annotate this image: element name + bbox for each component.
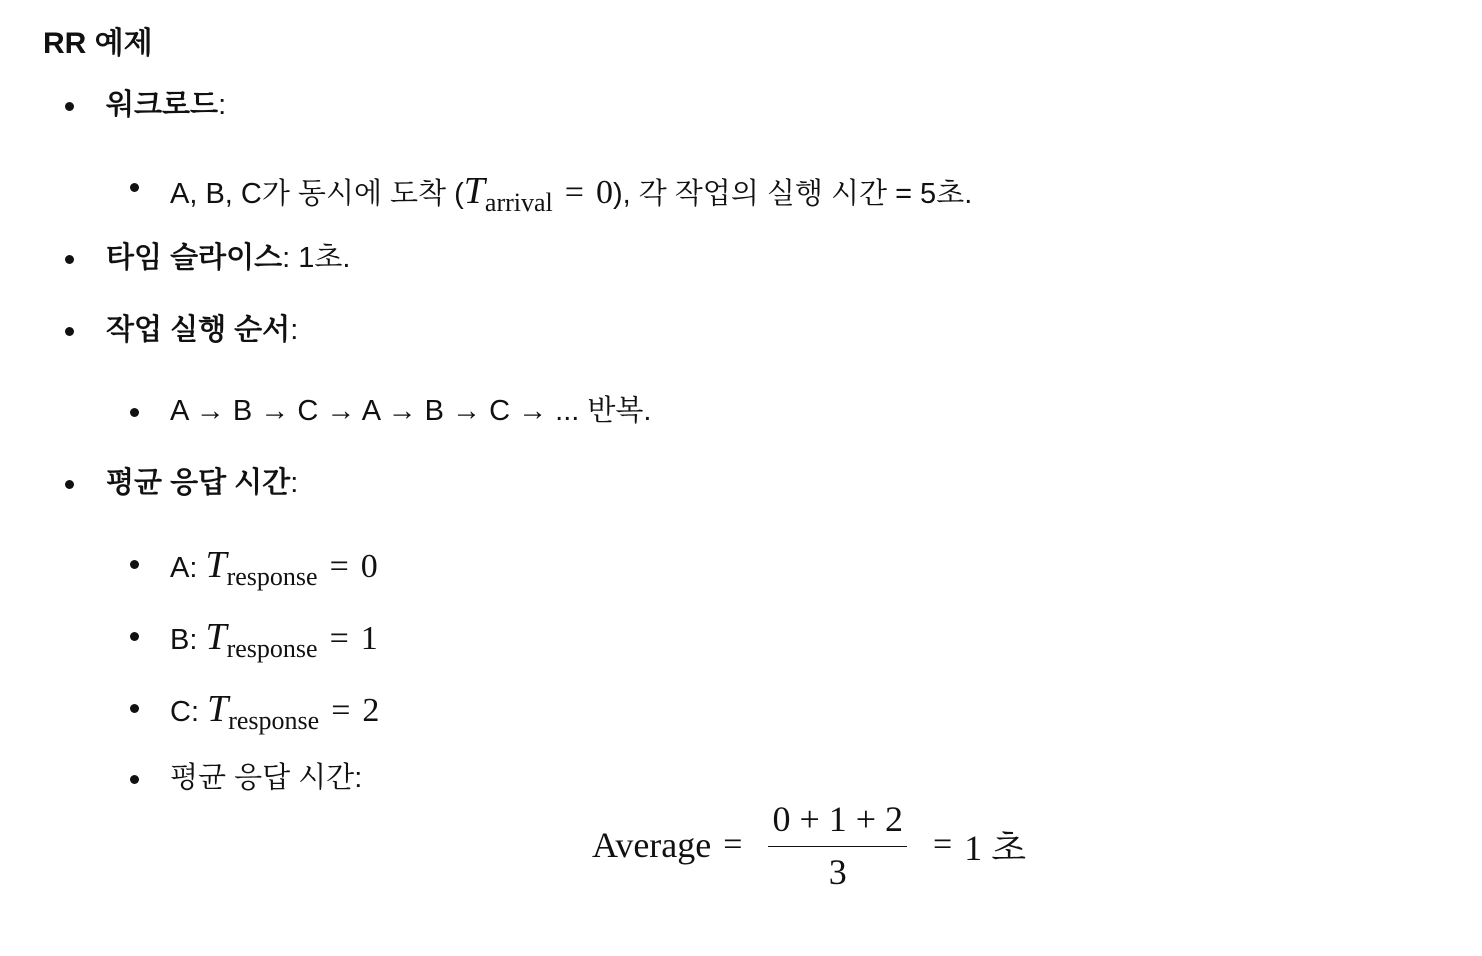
- bullet-icon: [130, 775, 139, 784]
- list-item-response-b: [170, 616, 378, 663]
- math-val: 1: [360, 620, 378, 657]
- formula-lhs: Average: [592, 825, 712, 865]
- formula-eq1: =: [723, 826, 743, 863]
- average-formula: [592, 800, 1026, 890]
- list-item-avg-summary: [170, 764, 362, 793]
- list-item-response-a: [170, 544, 378, 591]
- timeslice-label: 타임 슬라이스: [106, 242, 283, 274]
- bullet-icon: [130, 408, 139, 417]
- workload-detail-prefix: A, B, C가 동시에 도착 (: [170, 178, 464, 210]
- bullet-icon: [65, 102, 74, 111]
- math-T: T: [207, 688, 229, 730]
- avg-summary-label: 평균 응답 시간:: [170, 762, 363, 794]
- bullet-icon: [65, 255, 74, 264]
- math-sub-response: response: [228, 706, 320, 735]
- list-item-workload: [106, 91, 226, 120]
- workload-label: 워크로드: [106, 89, 219, 121]
- bullet-icon: [65, 480, 74, 489]
- avg-response-colon: :: [290, 467, 299, 499]
- formula-fraction: [768, 798, 907, 893]
- formula-denominator: 3: [828, 851, 847, 892]
- list-item-timeslice: [106, 244, 350, 273]
- math-eq: =: [564, 174, 584, 211]
- workload-colon: :: [218, 89, 227, 121]
- math-val: 2: [362, 692, 380, 729]
- math-val: 0: [360, 548, 378, 585]
- page-title: RR 예제: [43, 27, 153, 60]
- order-colon: :: [290, 314, 299, 346]
- math-sub-response: response: [226, 562, 318, 591]
- bullet-icon: [130, 183, 139, 192]
- math-T: T: [205, 616, 227, 658]
- list-item-avg-response: [106, 469, 298, 498]
- formula-numerator: 0 + 1 + 2: [768, 798, 907, 847]
- math-sub-arrival: arrival: [484, 188, 553, 217]
- bullet-icon: [65, 327, 74, 336]
- list-item-workload-detail: [170, 170, 973, 217]
- formula-result: 1 초: [964, 827, 1027, 868]
- bullet-icon: [130, 632, 139, 641]
- math-sub-response: response: [226, 634, 318, 663]
- list-item-order: [106, 316, 298, 345]
- avg-response-label: 평균 응답 시간: [106, 467, 291, 499]
- timeslice-value: : 1초.: [282, 242, 351, 274]
- math-T: T: [463, 170, 485, 212]
- list-item-order-sequence: [170, 397, 651, 426]
- response-prefix: C:: [170, 696, 208, 728]
- math-val: 0: [595, 174, 613, 211]
- order-label: 작업 실행 순서: [106, 314, 291, 346]
- workload-detail-suffix: ), 각 작업의 실행 시간 = 5초.: [612, 178, 973, 210]
- response-prefix: A:: [170, 552, 206, 584]
- bullet-icon: [130, 704, 139, 713]
- math-eq: =: [329, 620, 349, 657]
- bullet-icon: [130, 560, 139, 569]
- formula-eq2: =: [933, 826, 953, 863]
- list-item-response-c: [170, 688, 380, 735]
- math-eq: =: [331, 692, 351, 729]
- math-eq: =: [329, 548, 349, 585]
- order-sequence: A → B → C → A → B → C → ... 반복.: [170, 395, 652, 427]
- response-prefix: B:: [170, 624, 206, 656]
- math-T: T: [205, 544, 227, 586]
